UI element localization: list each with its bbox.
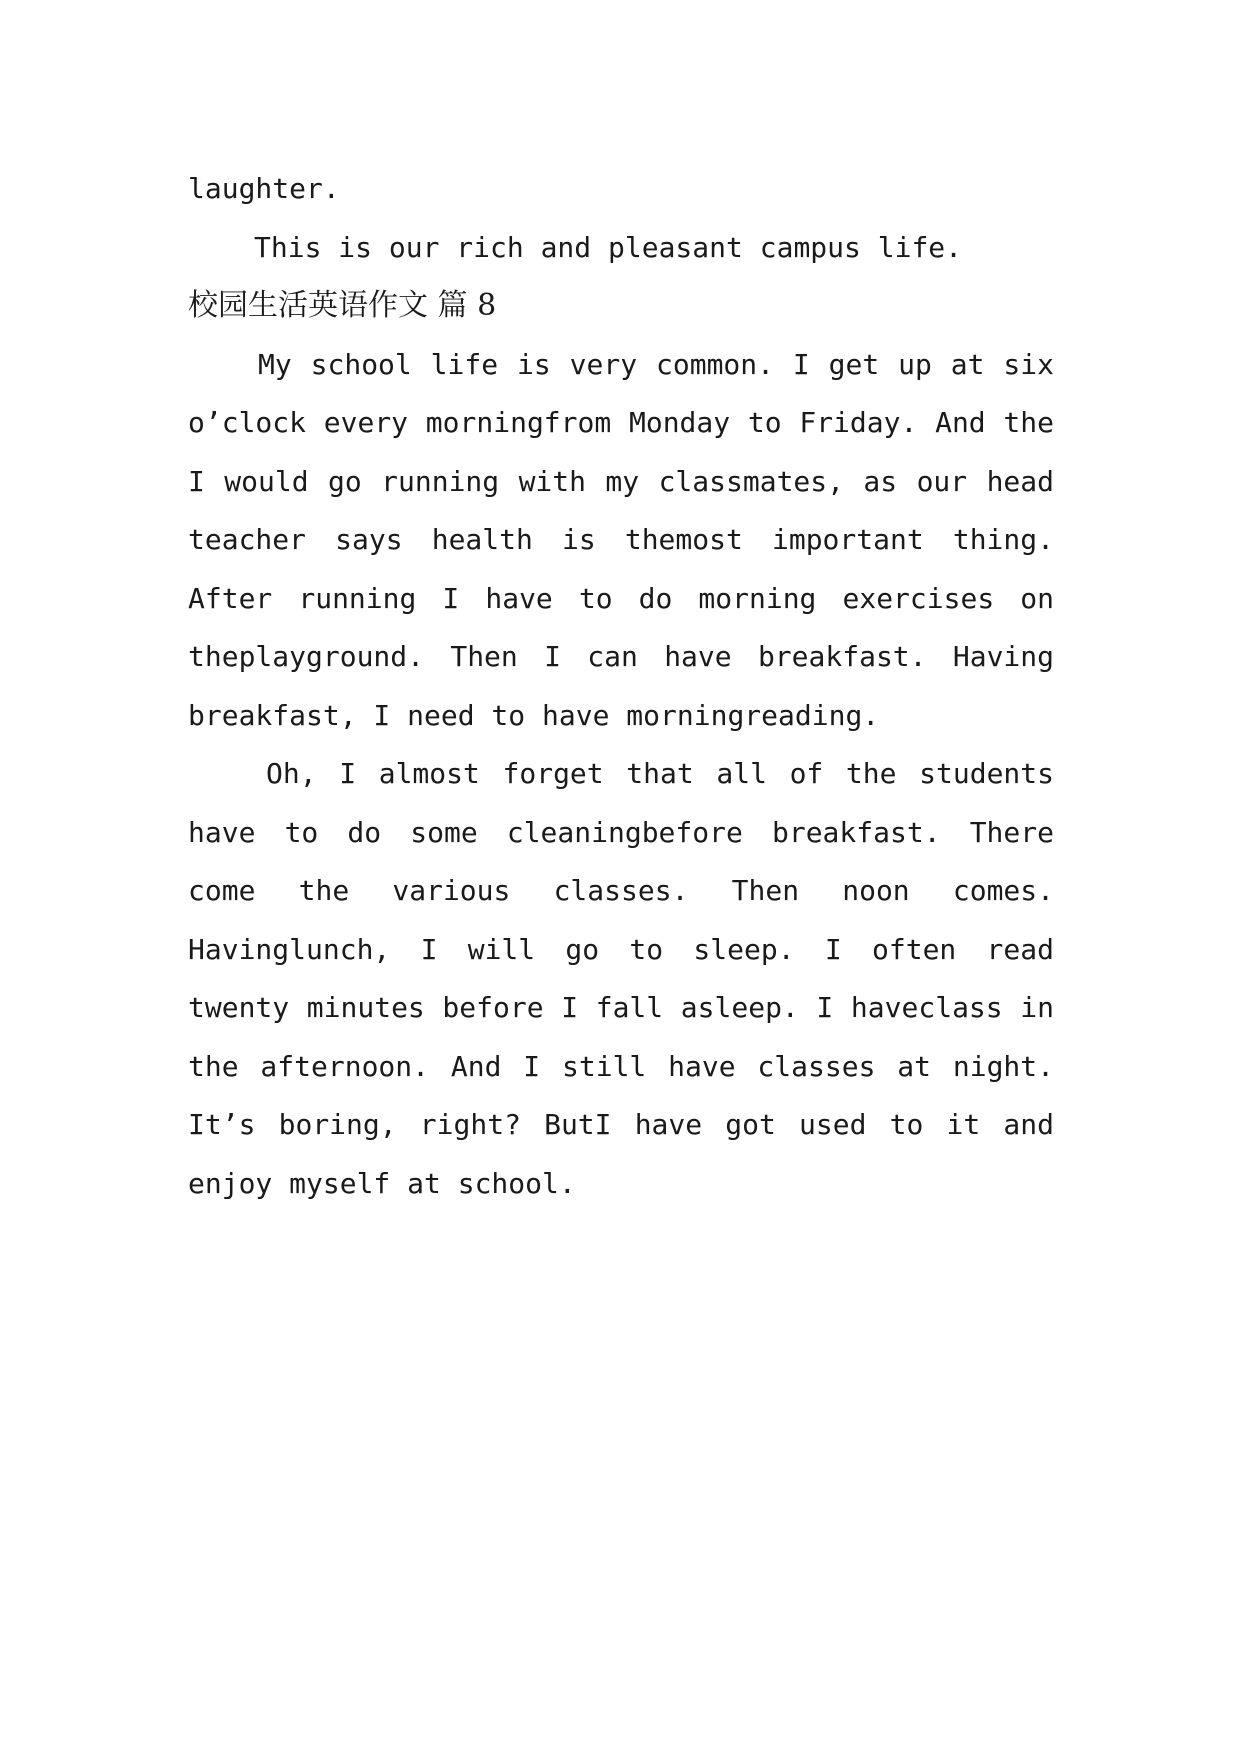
paragraph-line: teacher says health is themost important thing. [188, 523, 1054, 556]
paragraph-line: Oh, I almost forget that all of the students [266, 757, 1054, 790]
paragraph-line: o’clock every morningfrom Monday to Friday. And the [188, 406, 1054, 439]
document-body [188, 160, 1054, 1213]
paragraph-line: theplayground. Then I can have breakfast. Having [188, 640, 1054, 673]
paragraph-line: have to do some cleaningbefore breakfast. There [188, 815, 1054, 849]
paragraph-line: twenty minutes before I fall asleep. I haveclass in [188, 991, 1054, 1024]
paragraph-line: Havinglunch, I will go to sleep. I often read [188, 932, 1054, 966]
paragraph-line: laughter. [188, 172, 340, 205]
paragraph-line: breakfast, I need to have morningreading. [188, 698, 880, 732]
paragraph-line: the afternoon. And I still have classes at night. [188, 1049, 1054, 1083]
paragraph-line: This is our rich and pleasant campus life. [254, 230, 963, 264]
paragraph-line: After running I have to do morning exercises on [188, 581, 1054, 615]
section-heading: 校园生活英语作文 篇 8 [188, 288, 497, 323]
paragraph-line: enjoy myself at school. [188, 1166, 576, 1200]
paragraph-line: I would go running with my classmates, as our head [188, 464, 1054, 498]
paragraph-line: My school life is very common. I get up at six [258, 347, 1054, 381]
paragraph-line: come the various classes. Then noon comes. [188, 874, 1054, 907]
paragraph-line: It’s boring, right? ButI have got used to it and [188, 1108, 1054, 1141]
